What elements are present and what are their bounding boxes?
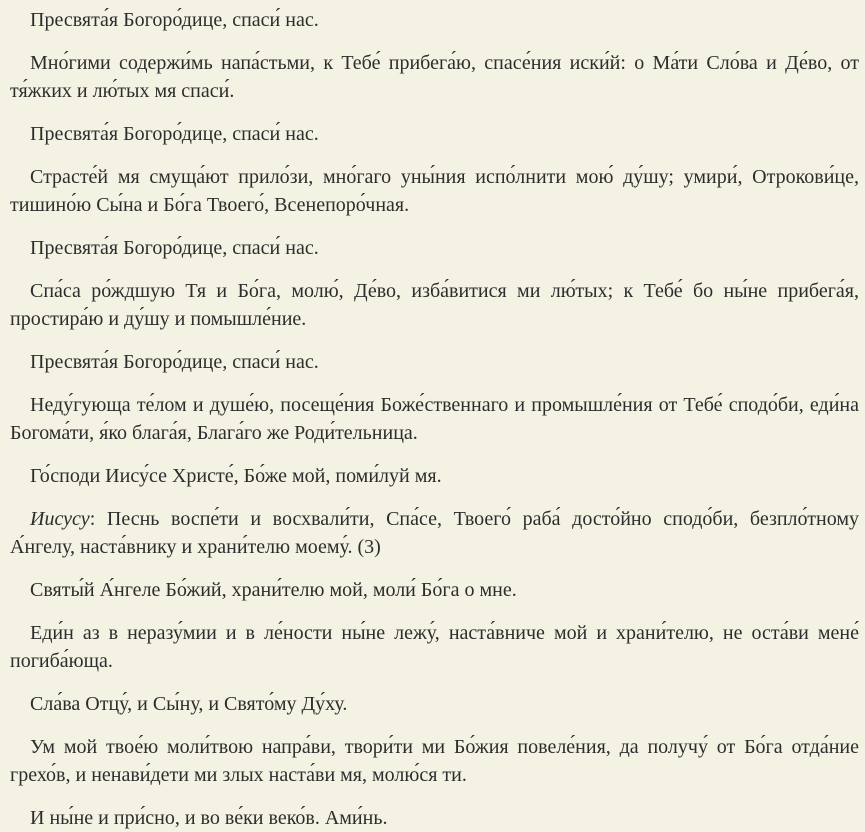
paragraph-1: Пресвята́я Богоро́дице, спаси́ нас. (30, 9, 319, 31)
paragraph-12: Еди́н аз в неразу́мии и в ле́ности ны́не лежу́, наста́вниче мой и храни́телю, не оста́ви мене́ погиба́юща. (10, 622, 859, 672)
paragraph-11: Святы́й А́нгеле Бо́жий, храни́телю мой, моли́ Бо́га о мне. (30, 579, 517, 601)
paragraph-8: Неду́гующа те́лом и душе́ю, посеще́ния Боже́ственнаго и промышле́ния от Тебе́ сподо́би, еди́на Богома́ти, я́ко блага́я, Блага́го же Роди́тельница. (10, 394, 859, 444)
paragraph-4: Страсте́й мя смуща́ют прило́зи, мно́гаго уны́ния испо́лнити мою́ ду́шу; умири́, Отрокови́це, тишино́ю Сы́на и Бо́га Твоего́, Всенепоро́чная. (10, 166, 859, 216)
paragraph-3: Пресвята́я Богоро́дице, спаси́ нас. (30, 123, 319, 145)
paragraph-2: Мно́гими содержи́мь напа́стьми, к Тебе́ прибега́ю, спасе́ния иски́й: о Ма́ти Сло́ва и Де́во, от тя́жких и лю́тых мя спаси́. (10, 52, 859, 102)
paragraph-6: Спа́са ро́ждшую Тя и Бо́га, молю́, Де́во, изба́витися ми лю́тых; к Тебе́ бо ны́не прибега́я, простира́ю и ду́шу и помышле́ние. (10, 280, 859, 330)
paragraph-14: Ум мой твое́ю моли́твою напра́ви, твори́ти ми Бо́жия повеле́ния, да получу́ от Бо́га отда́ние грехо́в, и ненави́дети ми злых наста́ви мя, молю́ся ти. (10, 736, 859, 786)
paragraph-13: Сла́ва Отцу́, и Сы́ну, и Свято́му Ду́ху. (30, 693, 348, 715)
paragraph-9: Го́споди Иису́се Христе́, Бо́же мой, поми́луй мя. (30, 465, 442, 487)
paragraph-5: Пресвята́я Богоро́дице, спаси́ нас. (30, 237, 319, 259)
paragraph-7: Пресвята́я Богоро́дице, спаси́ нас. (30, 351, 319, 373)
paragraph-15: И ны́не и при́сно, и во ве́ки веко́в. Ами́нь. (30, 807, 388, 829)
paragraph-lead: Иисусу (30, 508, 90, 530)
paragraph-10: Иисусу: Песнь воспе́ти и восхвали́ти, Спа́се, Твоего́ раба́ досто́йно сподо́би, безпло́тному А́нгелу, наста́внику и храни́телю моему́. (3) (10, 508, 859, 558)
